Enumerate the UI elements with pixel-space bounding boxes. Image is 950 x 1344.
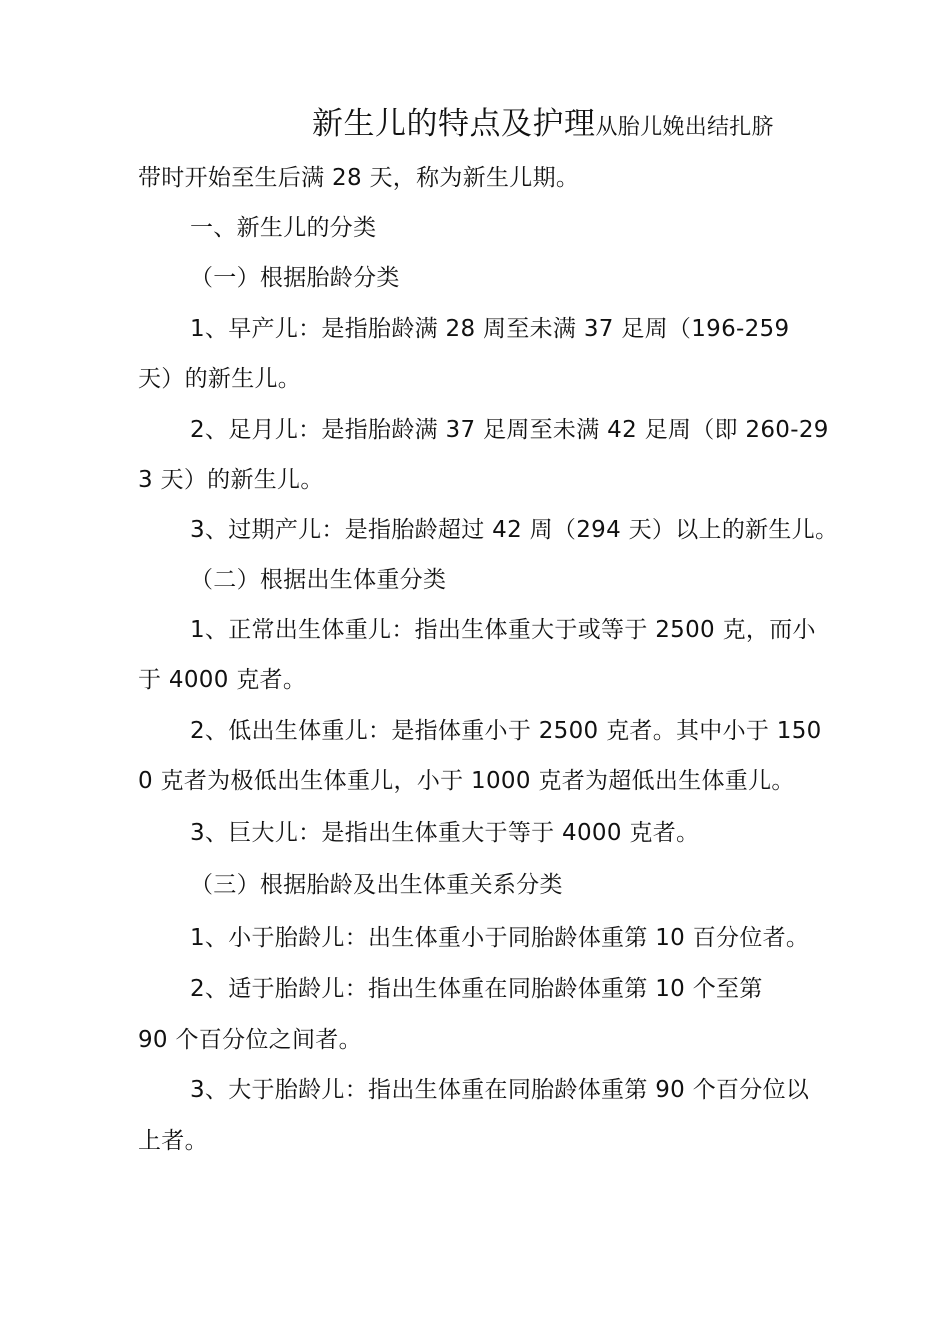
list-item: 2、适于胎龄儿：指出生体重在同胎龄体重第 10 个至第 — [190, 976, 763, 1002]
list-item: 3、巨大儿：是指出生体重大于等于 4000 克者。 — [190, 820, 700, 846]
list-item: 3、大于胎龄儿：指出生体重在同胎龄体重第 90 个百分位以 — [190, 1077, 810, 1103]
list-item-continuation: 天）的新生儿。 — [138, 366, 302, 392]
list-item-continuation: 上者。 — [138, 1128, 208, 1154]
subsection-heading-3: （三）根据胎龄及出生体重关系分类 — [190, 872, 563, 898]
list-item: 3、过期产儿：是指胎龄超过 42 周（294 天）以上的新生儿。 — [190, 517, 839, 543]
list-item: 1、正常出生体重儿：指出生体重大于或等于 2500 克，而小 — [190, 617, 816, 643]
list-item-continuation: 于 4000 克者。 — [138, 667, 307, 693]
title-continuation: 从胎儿娩出结扎脐 — [595, 115, 774, 140]
title-line — [312, 104, 774, 149]
list-item: 1、小于胎龄儿：出生体重小于同胎龄体重第 10 百分位者。 — [190, 925, 810, 951]
paragraph-line-1: 带时开始至生后满 28 天，称为新生儿期。 — [138, 165, 580, 191]
list-item-continuation: 3 天）的新生儿。 — [138, 467, 324, 493]
subsection-heading-1: （一）根据胎龄分类 — [190, 265, 400, 291]
list-item-continuation: 0 克者为极低出生体重儿，小于 1000 克者为超低出生体重儿。 — [138, 768, 795, 794]
list-item: 1、早产儿：是指胎龄满 28 周至未满 37 足周（196-259 — [190, 316, 790, 342]
list-item: 2、低出生体重儿：是指体重小于 2500 克者。其中小于 150 — [190, 718, 822, 744]
subsection-heading-2: （二）根据出生体重分类 — [190, 567, 447, 593]
list-item-continuation: 90 个百分位之间者。 — [138, 1027, 362, 1053]
section-heading: 一、新生儿的分类 — [190, 215, 377, 241]
document-title: 新生儿的特点及护理 — [312, 106, 596, 142]
list-item: 2、足月儿：是指胎龄满 37 足周至未满 42 足周（即 260-29 — [190, 417, 829, 443]
